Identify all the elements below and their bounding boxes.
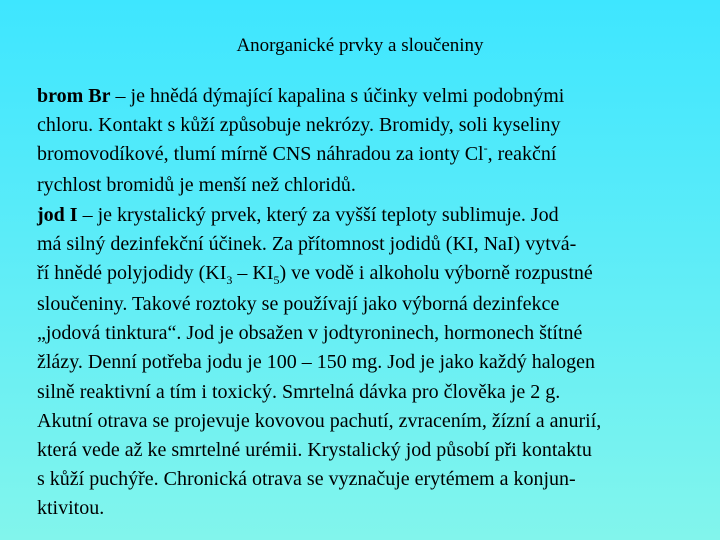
iodine-line-3 xyxy=(37,259,717,290)
ki3-subscript: 3 xyxy=(226,272,233,287)
slide-title: Anorganické prvky a sloučeniny xyxy=(236,35,484,56)
bromine-line-1-text: – je hnědá dýmající kapalina s účinky velmi podobnými xyxy=(110,85,565,107)
iodine-line-6: žlázy. Denní potřeba jodu je 100 – 150 mg. Jod je jako každý halogen xyxy=(37,351,595,374)
iodine-line-2: má silný dezinfekční účinek. Za přítomnost jodidů (KI, NaI) vytvá- xyxy=(37,232,577,255)
iodine-line-9: která vede až ke smrtelné urémii. Krystalický jod působí při kontaktu xyxy=(37,438,592,461)
iodine-line-5: „jodová tinktura“. Jod je obsažen v jodtyroninech, hormonech štítné xyxy=(37,322,583,345)
iodine-line-7: silně reaktivní a tím i toxický. Smrtelná dávka pro člověka je 2 g. xyxy=(37,380,561,403)
bromine-line-4: rychlost bromidů je menší než chloridů. xyxy=(37,174,356,197)
iodine-line-11: ktivitou. xyxy=(37,497,105,520)
iodine-term: jod I xyxy=(37,203,78,226)
iodine-line-8: Akutní otrava se projevuje kovovou pachutí, zvracením, žízní a anurií, xyxy=(37,409,602,432)
iodine-line-4: sloučeniny. Takové roztoky se používají jako výborná dezinfekce xyxy=(37,293,560,316)
iodine-line-1 xyxy=(37,201,717,230)
iodine-line-1-text: – je krystalický prvek, který za vyšší teploty sublimuje. Jod xyxy=(77,203,559,226)
iodine-line-3-a: ří hnědé polyjodidy (KI xyxy=(37,261,227,284)
iodine-line-3-c: ) ve vodě i alkoholu výborně rozpustné xyxy=(279,261,593,284)
bromine-term: brom Br xyxy=(37,85,111,107)
chloride-charge-superscript: - xyxy=(483,141,488,156)
bromine-line-1 xyxy=(37,82,717,111)
ki5-subscript: 5 xyxy=(273,272,280,287)
bromine-line-2: chloru. Kontakt s kůží způsobuje nekrózy. Bromidy, soli kyseliny xyxy=(37,114,561,137)
iodine-line-10: s kůží puchýře. Chronická otrava se vyznačuje erytémem a konjun- xyxy=(37,468,576,491)
iodine-line-3-b: – KI xyxy=(232,261,274,284)
bromine-line-3-text: bromovodíkové, tlumí mírně CNS náhradou za ionty Cl xyxy=(37,143,484,166)
bromine-line-3 xyxy=(37,140,717,171)
slide-body xyxy=(37,82,717,523)
bromine-line-3-end: , reakční xyxy=(487,143,557,166)
